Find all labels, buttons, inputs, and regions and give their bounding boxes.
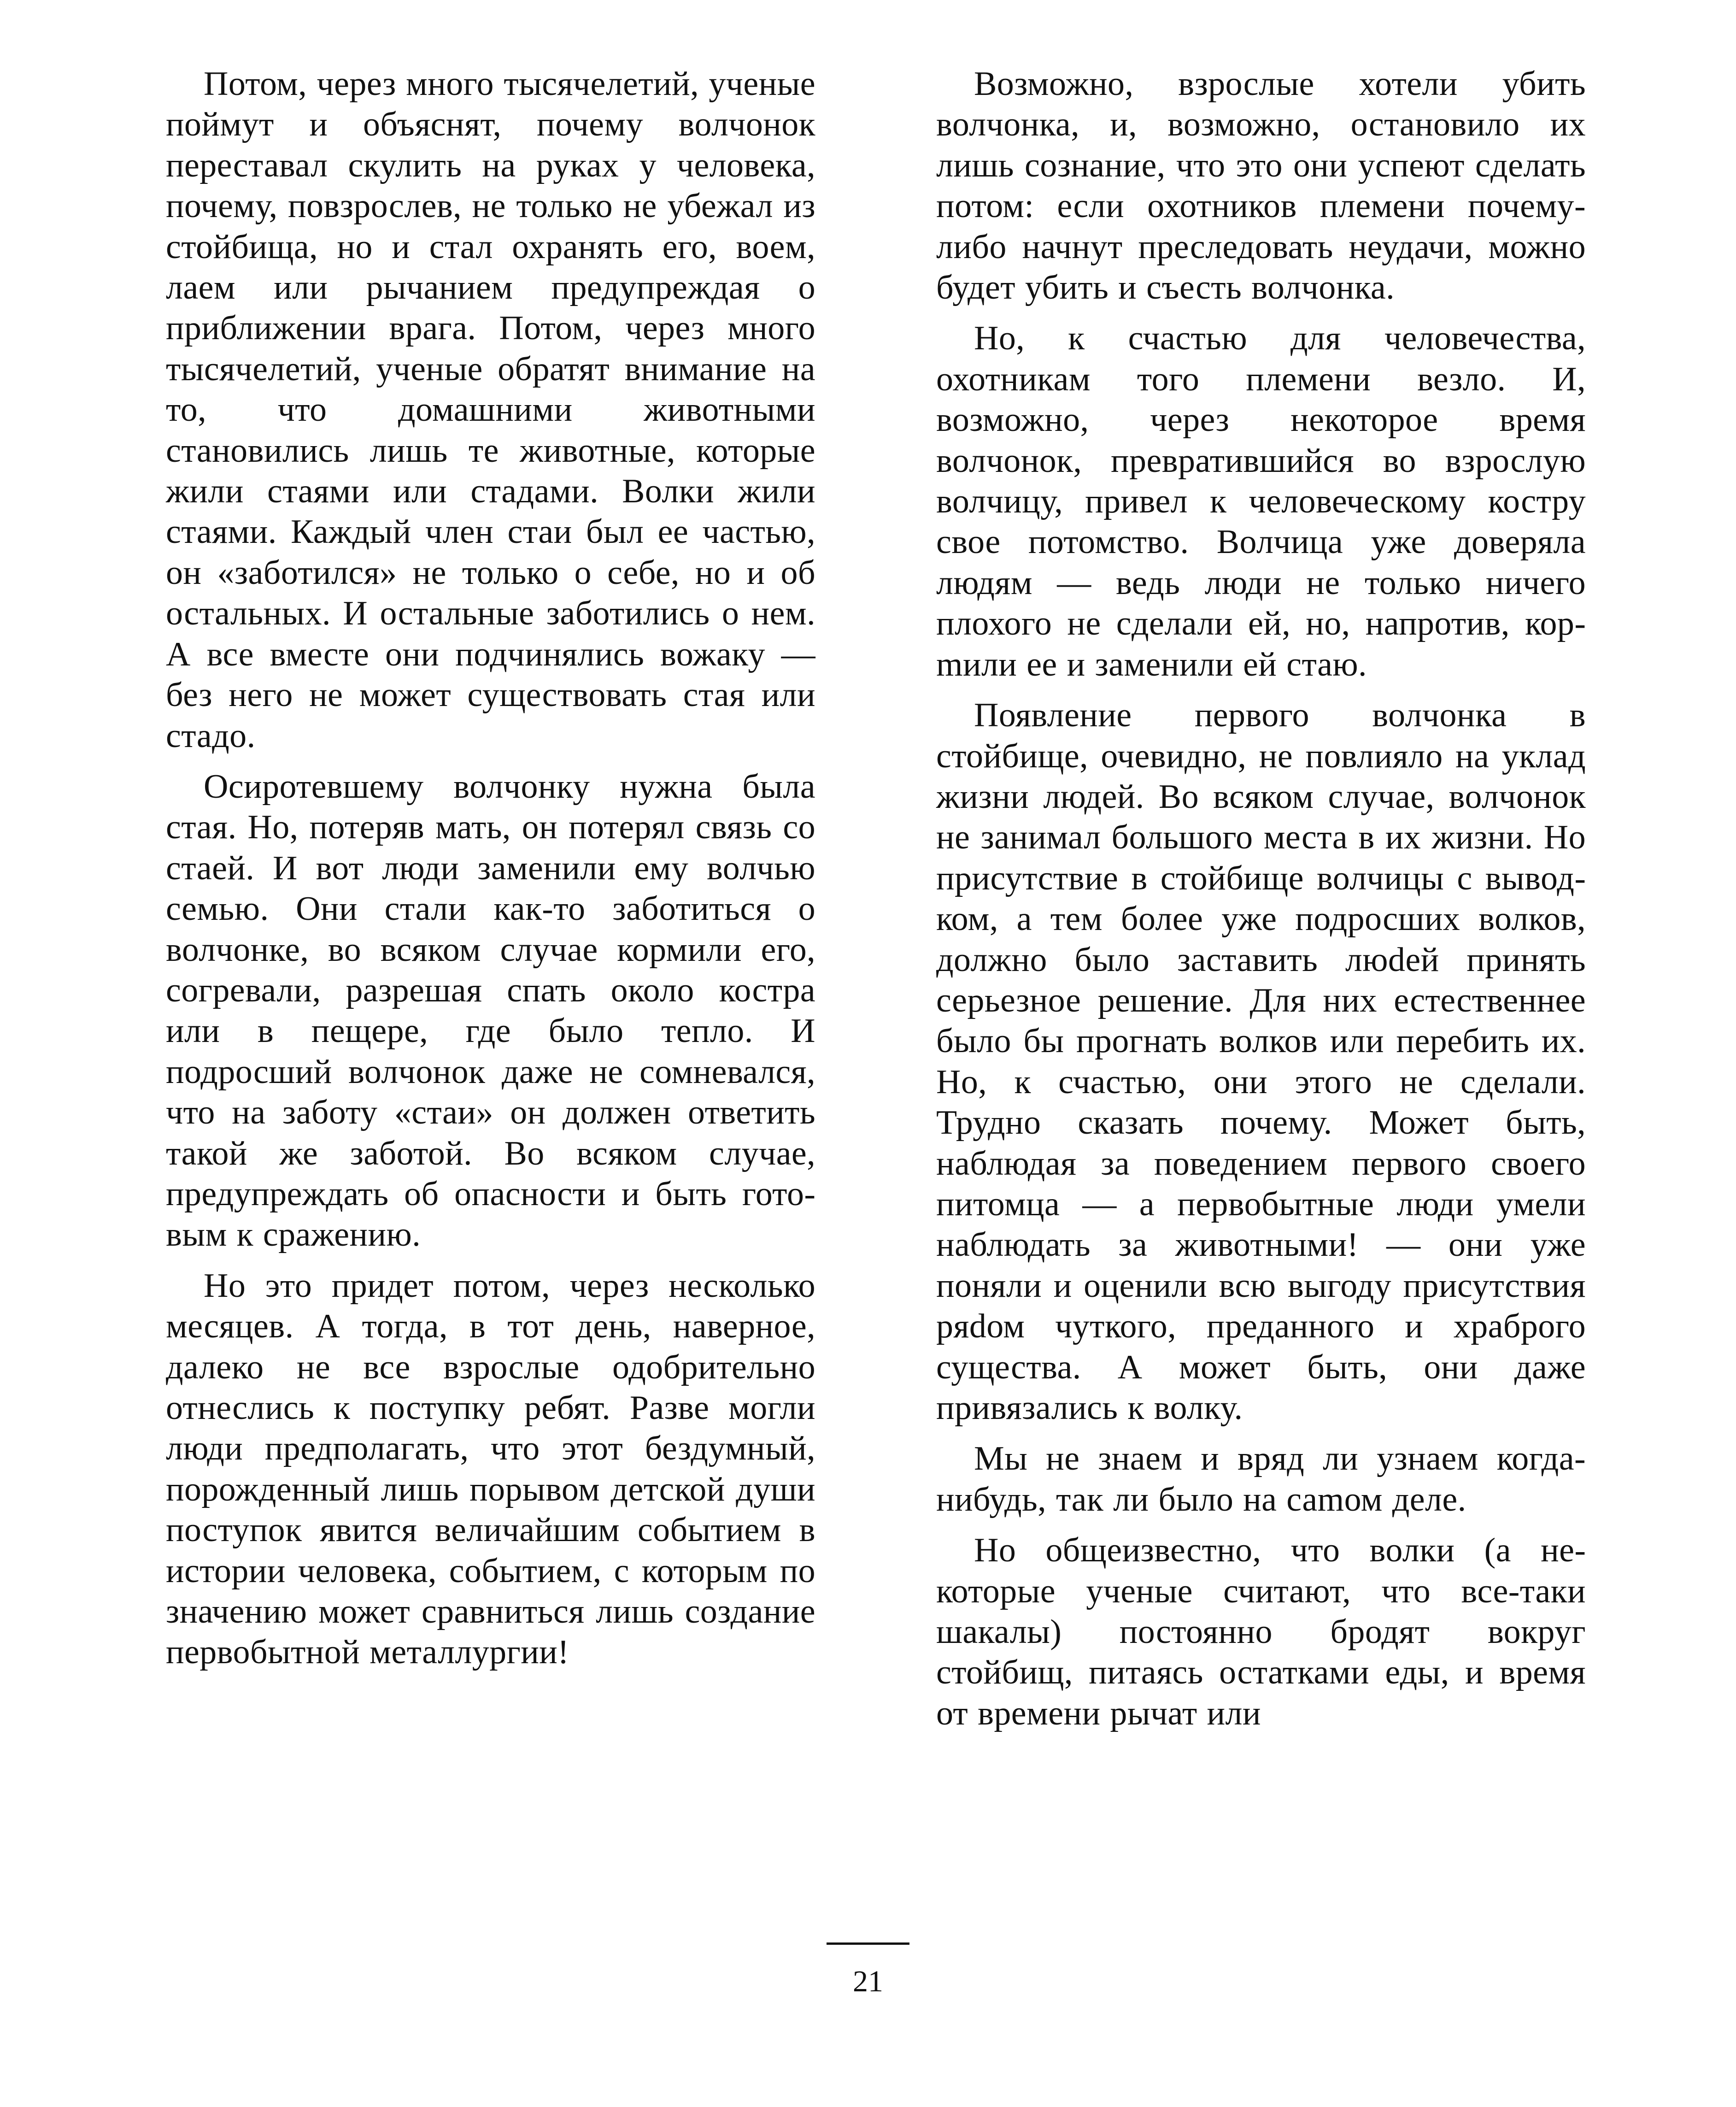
right-text-column [936, 64, 1586, 1744]
paragraph: Мы не знаем и вряд ли узнаем когда-нибудь, так ли было на саmом деле. [936, 1440, 1586, 1518]
left-text-column [166, 64, 815, 1683]
paragraph: Потом, через много тысячелетий, ученые поймут и объяснят, почему волчонок переставал скулить на руках у человека, почему, повзрослев, не только не убежал из стойбища, но и стал охранять его, воем, лаем или рычанием предупреждая о приближении врага. Потом, через много тысячелетий, ученые обратят внимание на то, что домашними животными становились лишь те животные, которые жили стаями или стадами. Волки жили стаями. Каждый член стаи был ее частью, он «заботился» не только о себе, но и об остальных. И остальные заботились о нем. А все вместе они подчинялись вожаку — без него не может существовать стая или стадо. [166, 65, 815, 755]
paragraph: Но общеизвестно, что волки (а некоторые ученые считают, что все-таки шакалы) постоянно бродят вокруг стойбищ, питаясь остатками еды, и время от времени рычат или [936, 1531, 1586, 1732]
paragraph: Возможно, взрослые хотели убить волчонка, и, возможно, остановило их лишь сознание, что это они успеют сделать потом: если охотников племени почему-либо начнут преследовать неудачи, можно будет убить и съесть волчонка. [936, 65, 1586, 307]
page-number: 21 [853, 1965, 883, 1998]
footer-rule [827, 1942, 909, 1945]
paragraph: Но это придет потом, через несколько месяцев. А тогда, в тот день, наверное, далеко не все взрослые одобрительно отнеслись к поступку ребят. Разве могли люди предполагать, что этот бездумный, порожденный лишь порывом детской души поступок явится величайшим событием в истории человека, событием, с которым по значению может сравниться лишь создание первобытной металлургии! [166, 1266, 815, 1671]
paragraph: Появление первого волчонка в стойбище, очевидно, не повлияло на уклад жизни людей. Во всяком случае, волчонок не занимал большого места в их жизни. Но присутствие в стойбище волчицы с выводком, а тем более уже подросших волков, должно было заставить люdей принять серьезное решение. Для них естественнее было бы прогнать волков или перебить их. Но, к счастью, они этого не сделали. Трудно сказать почему. Может быть, наблюдая за поведением первого своего питомца — а первобытные люди умели наблюдать за животными! — они уже поняли и оценили всю выгоду присутствия ряdом чуткого, преданного и храброго существа. А может быть, они даже привязались к волку. [936, 696, 1586, 1427]
paragraph: Осиротевшему волчонку нужна была стая. Но, потеряв мать, он потерял связь со стаей. И вот люди заменили ему волчью семью. Они стали как-то заботиться о волчонке, во всяком случае кормили его, согревали, разрешая спать около костра или в пещере, где было тепло. И подросший волчонок даже не сомневался, что на заботу «стаи» он должен ответить такой же заботой. Во всяком случае, предупреждать об опасности и быть готовым к сражению. [166, 767, 815, 1254]
paragraph: Но, к счастью для человечества, охотникам того племени везло. И, возможно, через некоторое время волчонок, превратившийся во взрослую волчицу, привел к человеческому костру свое потомство. Волчица уже доверяла людям — ведь люди не только ничего плохого не сделали ей, но, напротив, корmили ее и заменили ей стаю. [936, 319, 1586, 683]
